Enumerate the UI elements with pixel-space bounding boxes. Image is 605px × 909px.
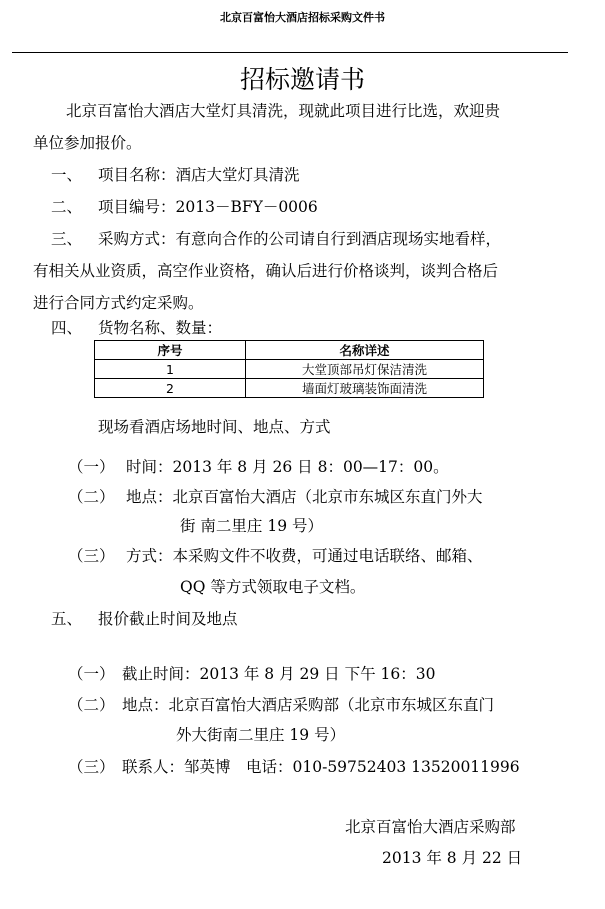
table-row (95, 379, 484, 398)
visit-item-text: 时间：2013 年 8 月 26 日 8：00—17：00。 (126, 458, 449, 476)
visit-item-text: 方式：本采购文件不收费，可通过电话联络、邮箱、 (126, 547, 483, 565)
section-2-text: 项目编号：2013－BFY－0006 (98, 198, 318, 216)
contact-text: 联系人：邹英博 电话：010-59752403 13520011996 (122, 758, 520, 776)
deadline-item-text: 外大街南二里庄 19 号） (176, 726, 346, 744)
signature-org: 北京百富怡大酒店采购部 (345, 818, 516, 836)
visit-item-number: （三） (68, 547, 115, 565)
document-header: 北京百富怡大酒店招标采购文件书 (220, 11, 385, 24)
section-3-line-3: 进行合同方式约定采购。 (33, 294, 204, 312)
visit-item-text: 地点：北京百富怡大酒店（北京市东城区东直门外大 (126, 488, 483, 506)
visit-item-number: （二） (68, 488, 115, 506)
header-divider (12, 52, 568, 53)
intro-line-2: 单位参加报价。 (33, 134, 142, 152)
table-row (95, 360, 484, 379)
visit-title: 现场看酒店场地时间、地点、方式 (98, 418, 331, 436)
intro-line-1: 北京百富怡大酒店大堂灯具清洗，现就此项目进行比选，欢迎贵 (66, 102, 501, 120)
deadline-item-number: （二） (68, 696, 115, 714)
table-cell: 墙面灯玻璃装饰面清洗 (246, 379, 484, 398)
section-4-text: 货物名称、数量： (98, 319, 223, 337)
section-4-number: 四、 (51, 319, 83, 337)
visit-item-number: （一） (68, 458, 115, 476)
section-1-number: 一、 (51, 166, 83, 184)
table-header-cell: 序号 (95, 341, 246, 360)
table-cell: 大堂顶部吊灯保洁清洗 (246, 360, 484, 379)
deadline-item-text: 截止时间：2013 年 8 月 29 日 下午 16：30 (122, 665, 436, 683)
goods-table (94, 340, 484, 398)
table-header-row (95, 341, 484, 360)
signature-date: 2013 年 8 月 22 日 (382, 849, 523, 867)
section-5-text: 报价截止时间及地点 (98, 610, 238, 628)
table-cell: 1 (95, 360, 246, 379)
page-title: 招标邀请书 (239, 65, 365, 94)
section-3-number: 三、 (51, 230, 83, 248)
section-3-line-1: 采购方式：有意向合作的公司请自行到酒店现场实地看样， (98, 230, 502, 248)
visit-item-text: QQ 等方式领取电子文档。 (180, 578, 366, 596)
visit-item-text: 街 南二里庄 19 号） (180, 517, 324, 535)
section-2-number: 二、 (51, 198, 83, 216)
table-header-cell: 名称详述 (246, 341, 484, 360)
deadline-item-number: （三） (68, 758, 115, 776)
table-cell: 2 (95, 379, 246, 398)
deadline-item-text: 地点：北京百富怡大酒店采购部（北京市东城区东直门 (122, 696, 495, 714)
section-3-line-2: 有相关从业资质，高空作业资格，确认后进行价格谈判，谈判合格后 (33, 262, 499, 280)
section-1-text: 项目名称：酒店大堂灯具清洗 (98, 166, 300, 184)
section-5-number: 五、 (51, 610, 83, 628)
deadline-item-number: （一） (68, 665, 115, 683)
